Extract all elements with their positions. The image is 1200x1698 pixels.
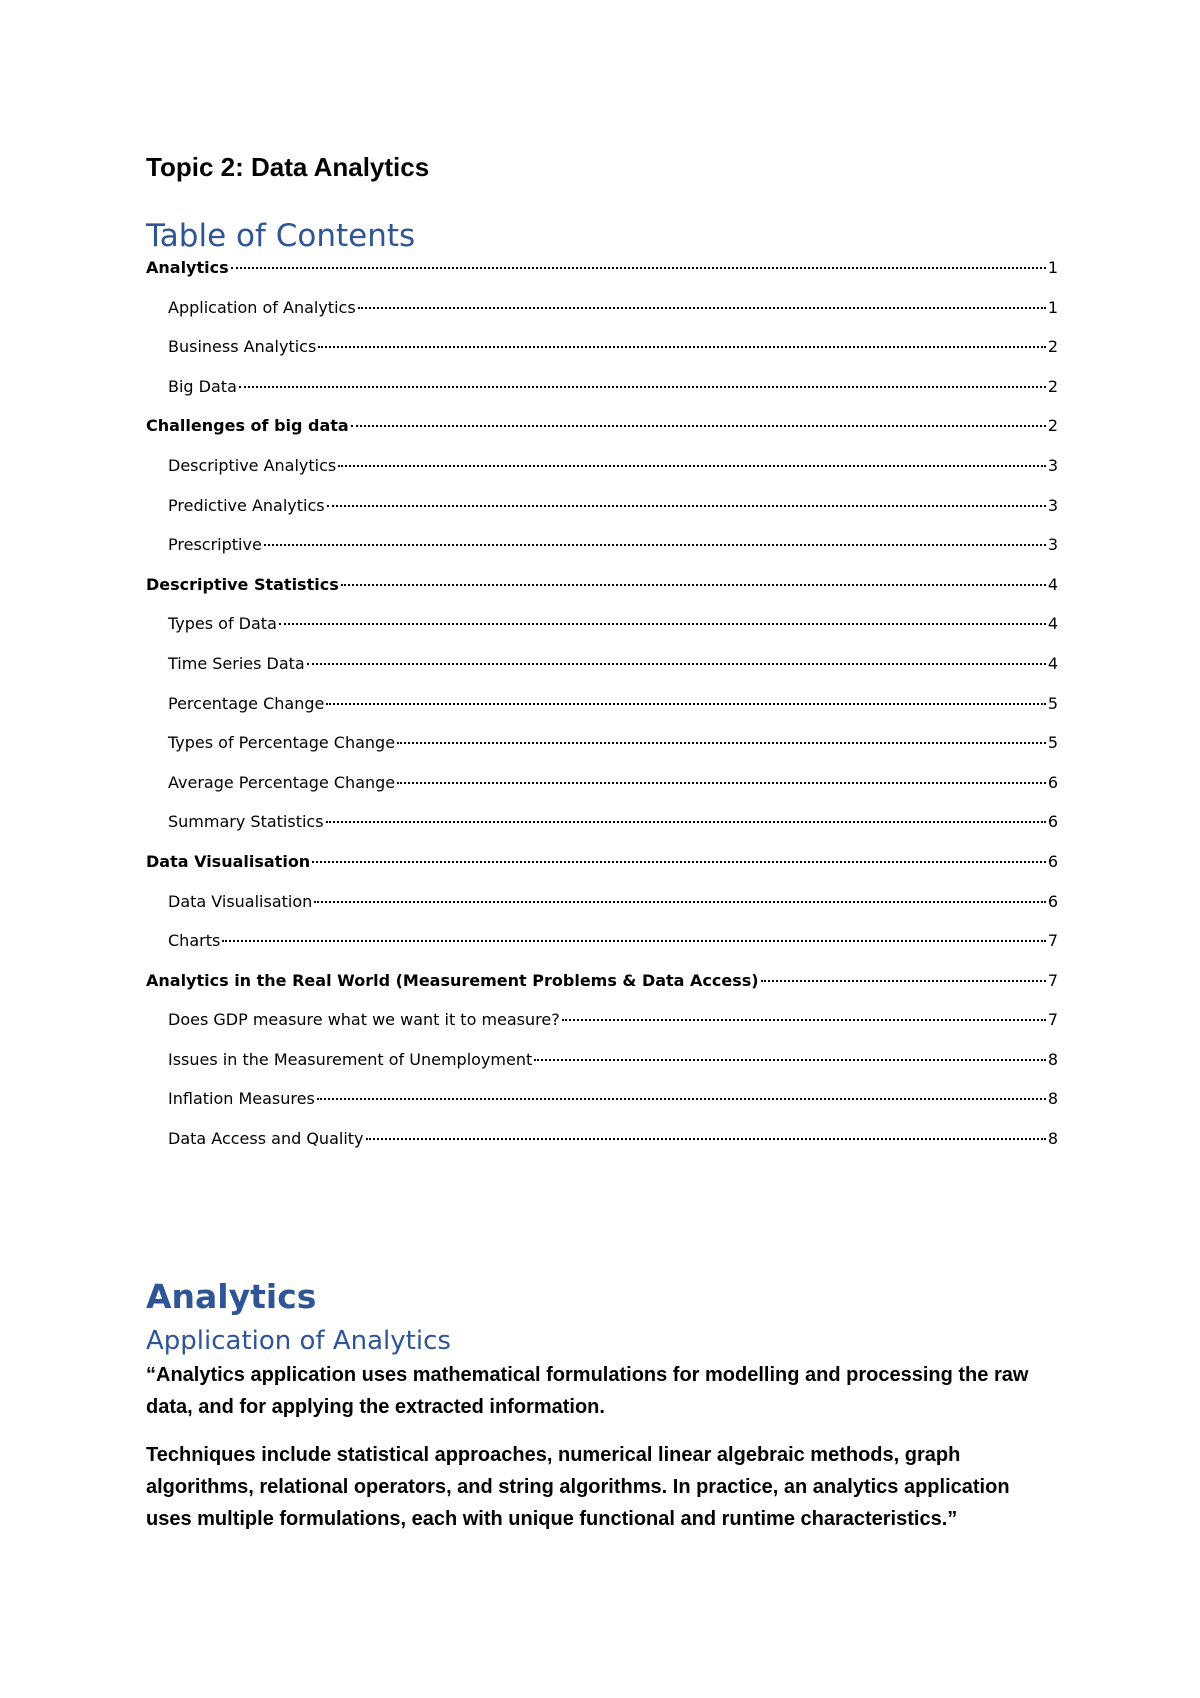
- toc-dot-leader: [326, 821, 1046, 823]
- toc-entry-label: Predictive Analytics: [168, 495, 325, 515]
- toc-dot-leader: [366, 1138, 1046, 1140]
- subheading-application-of-analytics: Application of Analytics: [146, 1325, 451, 1356]
- toc-dot-leader: [314, 901, 1046, 903]
- toc-entry[interactable]: [146, 773, 1058, 813]
- toc-page-number: 3: [1047, 535, 1058, 555]
- toc-entry[interactable]: [146, 298, 1058, 338]
- toc-page-number: 6: [1047, 772, 1058, 792]
- toc-entry-label: Descriptive Analytics: [168, 455, 337, 475]
- toc-entry-label: Prescriptive: [168, 535, 262, 555]
- toc-entry-label: Analytics: [146, 258, 229, 277]
- toc-entry[interactable]: [146, 456, 1058, 496]
- toc-dot-leader: [534, 1059, 1046, 1061]
- toc-page-number: 2: [1047, 337, 1058, 357]
- toc-entry[interactable]: [146, 535, 1058, 575]
- toc-page-number: 6: [1047, 851, 1058, 871]
- toc-entry-label: Descriptive Statistics: [146, 574, 339, 594]
- toc-dot-leader: [239, 386, 1046, 388]
- toc-dot-leader: [358, 307, 1046, 309]
- toc-page-number: 7: [1047, 970, 1058, 990]
- toc-dot-leader: [327, 505, 1046, 507]
- toc-page-number: 5: [1047, 733, 1058, 753]
- toc-entry[interactable]: [146, 496, 1058, 536]
- toc-entry-label: Analytics in the Real World (Measurement Problems & Data Access): [146, 970, 759, 990]
- toc-entry[interactable]: [146, 892, 1058, 932]
- body-paragraph: “Analytics application uses mathematical formulations for modelling and processing the raw data, and for applying the extracted information.: [146, 1363, 1029, 1418]
- toc-entry[interactable]: [146, 258, 1058, 298]
- toc-entry[interactable]: [146, 694, 1058, 734]
- toc-dot-leader: [307, 663, 1046, 665]
- document-title: Topic 2: Data Analytics: [146, 152, 430, 182]
- toc-dot-leader: [312, 861, 1046, 863]
- toc-entry-label: Challenges of big data: [146, 416, 349, 436]
- toc-entry-label: Time Series Data: [168, 653, 305, 673]
- toc-page-number: 4: [1047, 574, 1058, 594]
- toc-dot-leader: [338, 465, 1046, 467]
- document-content: [146, 150, 1058, 1551]
- toc-dot-leader: [341, 584, 1046, 586]
- toc-page-number: 8: [1047, 1049, 1058, 1069]
- toc-page-number: 7: [1047, 931, 1058, 951]
- toc-entry-label: Inflation Measures: [168, 1089, 315, 1109]
- toc-page-number: 4: [1047, 614, 1058, 634]
- toc-dot-leader: [317, 1098, 1046, 1100]
- toc-page-number: 2: [1047, 416, 1058, 436]
- toc-entry[interactable]: [146, 733, 1058, 773]
- toc-entry[interactable]: [146, 377, 1058, 417]
- toc-entry-label: Data Visualisation: [146, 851, 311, 871]
- toc-entry-label: Average Percentage Change: [168, 772, 396, 792]
- toc-entry[interactable]: [146, 1010, 1058, 1050]
- toc-dot-leader: [264, 544, 1046, 546]
- toc-page-number: 4: [1047, 653, 1058, 673]
- toc-page-number: 7: [1047, 1010, 1058, 1030]
- toc-entry[interactable]: [146, 337, 1058, 377]
- toc-entry-label: Types of Data: [168, 614, 277, 634]
- toc-dot-leader: [222, 940, 1046, 942]
- toc-entry[interactable]: [146, 931, 1058, 971]
- toc-entry[interactable]: [146, 1129, 1058, 1169]
- toc-entry[interactable]: [146, 1089, 1058, 1129]
- toc-dot-leader: [397, 742, 1046, 744]
- toc-entry[interactable]: [146, 812, 1058, 852]
- toc-page-number: 3: [1047, 495, 1058, 515]
- toc-page-number: 3: [1047, 455, 1058, 475]
- toc-entry-label: Types of Percentage Change: [168, 733, 396, 753]
- toc-dot-leader: [231, 267, 1046, 269]
- toc-dot-leader: [351, 425, 1046, 427]
- toc-dot-leader: [318, 346, 1046, 348]
- toc-dot-leader: [562, 1019, 1046, 1021]
- toc-entry-label: Does GDP measure what we want it to measure?: [168, 1010, 560, 1030]
- toc-heading: Table of Contents: [146, 218, 416, 254]
- toc-page-number: 5: [1047, 693, 1058, 713]
- toc-entry[interactable]: [146, 852, 1058, 892]
- toc-page-number: 1: [1047, 297, 1058, 317]
- toc-page-number: 2: [1047, 376, 1058, 396]
- section-heading-analytics: Analytics: [146, 1276, 317, 1316]
- toc-entry[interactable]: [146, 614, 1058, 654]
- toc-entry-label: Application of Analytics: [168, 297, 356, 317]
- toc-entry-label: Big Data: [168, 376, 237, 396]
- toc-entry[interactable]: [146, 416, 1058, 456]
- toc-dot-leader: [279, 623, 1046, 625]
- toc-entry[interactable]: [146, 971, 1058, 1011]
- toc-page-number: 1: [1047, 258, 1058, 277]
- toc-dot-leader: [326, 703, 1045, 705]
- toc-entry-label: Issues in the Measurement of Unemployment: [168, 1049, 533, 1069]
- table-of-contents: [146, 258, 1058, 1169]
- toc-entry[interactable]: [146, 1050, 1058, 1090]
- toc-entry-label: Data Visualisation: [168, 891, 313, 911]
- toc-dot-leader: [397, 782, 1046, 784]
- toc-dot-leader: [761, 980, 1046, 982]
- toc-page-number: 6: [1047, 891, 1058, 911]
- toc-entry[interactable]: [146, 575, 1058, 615]
- toc-page-number: 8: [1047, 1129, 1058, 1149]
- body-paragraph: Techniques include statistical approaches, numerical linear algebraic methods, graph algorithms, relational operators, and string algorithms. In practice, an analytics application uses multiple formulations, each with unique functional and runtime characteristics.”: [146, 1443, 1010, 1530]
- toc-entry-label: Charts: [168, 931, 221, 951]
- toc-entry[interactable]: [146, 654, 1058, 694]
- toc-entry-label: Data Access and Quality: [168, 1129, 364, 1149]
- toc-page-number: 6: [1047, 812, 1058, 832]
- toc-entry-label: Business Analytics: [168, 337, 317, 357]
- toc-entry-label: Summary Statistics: [168, 812, 324, 832]
- toc-page-number: 8: [1047, 1089, 1058, 1109]
- toc-entry-label: Percentage Change: [168, 693, 325, 713]
